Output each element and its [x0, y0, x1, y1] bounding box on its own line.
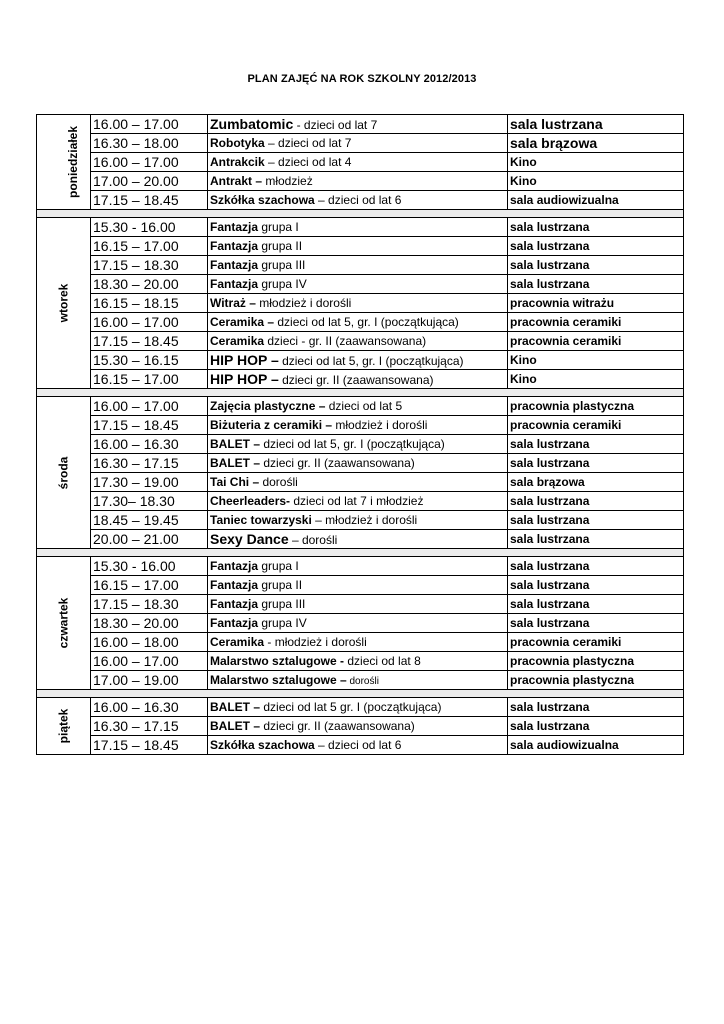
activity-cell [208, 435, 508, 454]
room-cell: sala brązowa [508, 134, 684, 153]
schedule-row [37, 332, 684, 351]
time-cell: 17.15 – 18.45 [91, 416, 208, 435]
room-cell: sala lustrzana [508, 557, 684, 576]
activity-cell [208, 351, 508, 370]
activity-name: Fantazja [210, 597, 259, 611]
time-cell: 17.30 – 19.00 [91, 473, 208, 492]
time-cell: 17.15 – 18.30 [91, 256, 208, 275]
schedule-row [37, 172, 684, 191]
room-cell: sala lustrzana [508, 454, 684, 473]
activity-description: grupa IV [258, 616, 307, 630]
activity-cell [208, 172, 508, 191]
time-cell: 17.15 – 18.45 [91, 736, 208, 755]
schedule-row [37, 191, 684, 210]
activity-description: dzieci od lat 5 [325, 399, 403, 413]
room-cell: pracownia plastyczna [508, 652, 684, 671]
day-label-cell [37, 115, 91, 210]
activity-description: - dzieci od lat 7 [293, 118, 378, 132]
time-cell: 17.30– 18.30 [91, 492, 208, 511]
activity-name: Antrakt – [210, 174, 263, 188]
activity-name: HIP HOP – [210, 371, 279, 387]
day-label: poniedziałek [66, 125, 81, 199]
room-cell: Kino [508, 153, 684, 172]
activity-cell [208, 736, 508, 755]
room-cell: sala lustrzana [508, 435, 684, 454]
activity-description: – dorośli [288, 533, 338, 547]
activity-name: Malarstwo sztalugowe - [210, 654, 345, 668]
activity-description: - młodzież i dorośli [264, 635, 367, 649]
schedule-row [37, 370, 684, 389]
time-cell: 16.15 – 17.00 [91, 237, 208, 256]
time-cell: 17.15 – 18.30 [91, 595, 208, 614]
activity-name: Ceramika [210, 334, 265, 348]
time-cell: 16.30 – 17.15 [91, 717, 208, 736]
activity-cell [208, 370, 508, 389]
activity-cell [208, 492, 508, 511]
activity-description: grupa III [258, 597, 306, 611]
room-cell: sala lustrzana [508, 275, 684, 294]
room-cell: pracownia plastyczna [508, 397, 684, 416]
activity-name: Biżuteria z ceramiki – [210, 418, 333, 432]
activity-cell [208, 557, 508, 576]
schedule-row [37, 614, 684, 633]
activity-name: Fantazja [210, 258, 259, 272]
schedule-row [37, 473, 684, 492]
activity-name: Fantazja [210, 616, 259, 630]
separator-cell [37, 549, 684, 557]
schedule-row [37, 153, 684, 172]
room-cell: Kino [508, 351, 684, 370]
schedule-row [37, 736, 684, 755]
time-cell: 16.30 – 17.15 [91, 454, 208, 473]
activity-description: dzieci od lat 5, gr. I (początkująca) [274, 315, 459, 329]
schedule-row [37, 256, 684, 275]
activity-description: – dzieci od lat 7 [264, 136, 352, 150]
activity-cell [208, 530, 508, 549]
activity-cell [208, 237, 508, 256]
activity-cell [208, 633, 508, 652]
room-cell: Kino [508, 370, 684, 389]
activity-name: BALET – [210, 437, 261, 451]
room-cell: sala lustrzana [508, 511, 684, 530]
activity-description: młodzież i dorośli [332, 418, 428, 432]
activity-description: dzieci od lat 5, gr. I (początkująca) [260, 437, 445, 451]
activity-description: grupa IV [258, 277, 307, 291]
activity-cell [208, 134, 508, 153]
schedule-row [37, 115, 684, 134]
activity-description: grupa III [258, 258, 306, 272]
activity-cell [208, 416, 508, 435]
schedule-row [37, 698, 684, 717]
schedule-row [37, 671, 684, 690]
activity-description: młodzież i dorośli [255, 296, 352, 310]
activity-description: dzieci od lat 5 gr. I (początkująca) [260, 700, 442, 714]
activity-cell [208, 397, 508, 416]
activity-cell [208, 218, 508, 237]
activity-name: Ceramika [210, 635, 265, 649]
schedule-row [37, 351, 684, 370]
time-cell: 16.00 – 16.30 [91, 435, 208, 454]
time-cell: 15.30 – 16.15 [91, 351, 208, 370]
room-cell: sala brązowa [508, 473, 684, 492]
time-cell: 16.00 – 17.00 [91, 115, 208, 134]
activity-name: Zajęcia plastyczne – [210, 399, 326, 413]
room-cell: sala lustrzana [508, 530, 684, 549]
time-cell: 16.00 – 17.00 [91, 313, 208, 332]
activity-description: dorośli [346, 676, 379, 687]
schedule-row [37, 557, 684, 576]
activity-name: Malarstwo sztalugowe – [210, 673, 347, 687]
schedule-row [37, 294, 684, 313]
schedule-row [37, 275, 684, 294]
day-label-cell [37, 557, 91, 690]
room-cell: sala lustrzana [508, 218, 684, 237]
room-cell: sala lustrzana [508, 576, 684, 595]
schedule-row [37, 313, 684, 332]
activity-cell [208, 294, 508, 313]
schedule-row [37, 416, 684, 435]
day-label-cell [37, 698, 91, 755]
day-separator [37, 549, 684, 557]
activity-cell [208, 332, 508, 351]
activity-name: Taniec towarzyski [210, 513, 312, 527]
day-label: czwartek [56, 597, 71, 649]
day-label: piątek [56, 708, 71, 744]
activity-description: dzieci od lat 7 i młodzież [290, 494, 424, 508]
room-cell: sala lustrzana [508, 717, 684, 736]
activity-description: dzieci gr. II (zaawansowana) [278, 373, 434, 387]
room-cell: pracownia ceramiki [508, 633, 684, 652]
day-label: środa [56, 456, 71, 489]
schedule-row [37, 530, 684, 549]
activity-name: HIP HOP – [210, 352, 279, 368]
time-cell: 16.00 – 17.00 [91, 652, 208, 671]
separator-cell [37, 210, 684, 218]
room-cell: pracownia witrażu [508, 294, 684, 313]
activity-name: Tai Chi – [210, 475, 260, 489]
activity-cell [208, 511, 508, 530]
time-cell: 16.30 – 18.00 [91, 134, 208, 153]
time-cell: 15.30 - 16.00 [91, 557, 208, 576]
activity-description: grupa II [258, 239, 303, 253]
time-cell: 20.00 – 21.00 [91, 530, 208, 549]
activity-description: młodzież [262, 174, 313, 188]
room-cell: pracownia ceramiki [508, 416, 684, 435]
room-cell: pracownia ceramiki [508, 313, 684, 332]
activity-name: Cheerleaders- [210, 494, 291, 508]
activity-description: – dzieci od lat 6 [314, 738, 402, 752]
activity-name: BALET – [210, 700, 261, 714]
activity-cell [208, 256, 508, 275]
activity-cell [208, 473, 508, 492]
activity-name: Sexy Dance [210, 531, 289, 547]
room-cell: sala audiowizualna [508, 736, 684, 755]
time-cell: 18.45 – 19.45 [91, 511, 208, 530]
schedule-row [37, 454, 684, 473]
room-cell: sala lustrzana [508, 698, 684, 717]
day-label-cell [37, 218, 91, 389]
activity-cell [208, 698, 508, 717]
day-separator [37, 210, 684, 218]
schedule-row [37, 595, 684, 614]
activity-description: – dzieci od lat 6 [314, 193, 402, 207]
activity-description: dorośli [259, 475, 298, 489]
activity-cell [208, 652, 508, 671]
activity-name: Witraż – [210, 296, 256, 310]
day-label: wtorek [56, 283, 71, 323]
room-cell: sala audiowizualna [508, 191, 684, 210]
activity-description: grupa I [258, 559, 299, 573]
page-title: PLAN ZAJĘĆ NA ROK SZKOLNY 2012/2013 [247, 73, 477, 85]
activity-name: BALET – [210, 456, 261, 470]
activity-name: Ceramika – [210, 315, 275, 329]
time-cell: 18.30 – 20.00 [91, 275, 208, 294]
time-cell: 17.00 – 19.00 [91, 671, 208, 690]
activity-cell [208, 191, 508, 210]
activity-cell [208, 275, 508, 294]
room-cell: sala lustrzana [508, 595, 684, 614]
time-cell: 15.30 - 16.00 [91, 218, 208, 237]
activity-description: dzieci - gr. II (zaawansowana) [264, 334, 427, 348]
activity-description: – młodzież i dorośli [311, 513, 418, 527]
activity-name: BALET – [210, 719, 261, 733]
activity-cell [208, 595, 508, 614]
activity-name: Fantazja [210, 559, 259, 573]
schedule-row [37, 511, 684, 530]
day-label-cell [37, 397, 91, 549]
activity-name: Fantazja [210, 220, 259, 234]
schedule-row [37, 237, 684, 256]
activity-name: Szkółka szachowa [210, 738, 315, 752]
time-cell: 16.00 – 16.30 [91, 698, 208, 717]
schedule-table [36, 114, 684, 755]
room-cell: sala lustrzana [508, 115, 684, 134]
activity-cell [208, 614, 508, 633]
activity-cell [208, 671, 508, 690]
schedule-row [37, 576, 684, 595]
room-cell: sala lustrzana [508, 492, 684, 511]
room-cell: pracownia plastyczna [508, 671, 684, 690]
schedule-row [37, 435, 684, 454]
time-cell: 16.15 – 17.00 [91, 370, 208, 389]
room-cell: Kino [508, 172, 684, 191]
activity-name: Antrakcik [210, 155, 265, 169]
activity-description: grupa II [258, 578, 303, 592]
room-cell: pracownia ceramiki [508, 332, 684, 351]
time-cell: 16.15 – 17.00 [91, 576, 208, 595]
activity-cell [208, 576, 508, 595]
activity-cell [208, 313, 508, 332]
activity-description: – dzieci od lat 4 [264, 155, 352, 169]
activity-cell [208, 153, 508, 172]
time-cell: 16.00 – 17.00 [91, 153, 208, 172]
activity-name: Zumbatomic [210, 116, 294, 132]
time-cell: 17.15 – 18.45 [91, 191, 208, 210]
time-cell: 16.00 – 17.00 [91, 397, 208, 416]
activity-cell [208, 717, 508, 736]
room-cell: sala lustrzana [508, 237, 684, 256]
activity-cell [208, 454, 508, 473]
schedule-row [37, 397, 684, 416]
schedule-row [37, 652, 684, 671]
time-cell: 17.15 – 18.45 [91, 332, 208, 351]
activity-cell [208, 115, 508, 134]
time-cell: 16.15 – 18.15 [91, 294, 208, 313]
day-separator [37, 690, 684, 698]
activity-description: dzieci od lat 5, gr. I (początkująca) [278, 354, 464, 368]
activity-name: Fantazja [210, 277, 259, 291]
activity-description: dzieci gr. II (zaawansowana) [260, 719, 415, 733]
schedule-row [37, 492, 684, 511]
activity-description: grupa I [258, 220, 299, 234]
day-separator [37, 389, 684, 397]
activity-name: Fantazja [210, 239, 259, 253]
room-cell: sala lustrzana [508, 256, 684, 275]
activity-name: Szkółka szachowa [210, 193, 315, 207]
schedule-row [37, 717, 684, 736]
time-cell: 17.00 – 20.00 [91, 172, 208, 191]
time-cell: 16.00 – 18.00 [91, 633, 208, 652]
room-cell: sala lustrzana [508, 614, 684, 633]
activity-name: Robotyka [210, 136, 265, 150]
time-cell: 18.30 – 20.00 [91, 614, 208, 633]
separator-cell [37, 389, 684, 397]
activity-description: dzieci od lat 8 [344, 654, 421, 668]
separator-cell [37, 690, 684, 698]
activity-name: Fantazja [210, 578, 259, 592]
schedule-row [37, 633, 684, 652]
activity-description: dzieci gr. II (zaawansowana) [260, 456, 415, 470]
schedule-row [37, 134, 684, 153]
schedule-row [37, 218, 684, 237]
